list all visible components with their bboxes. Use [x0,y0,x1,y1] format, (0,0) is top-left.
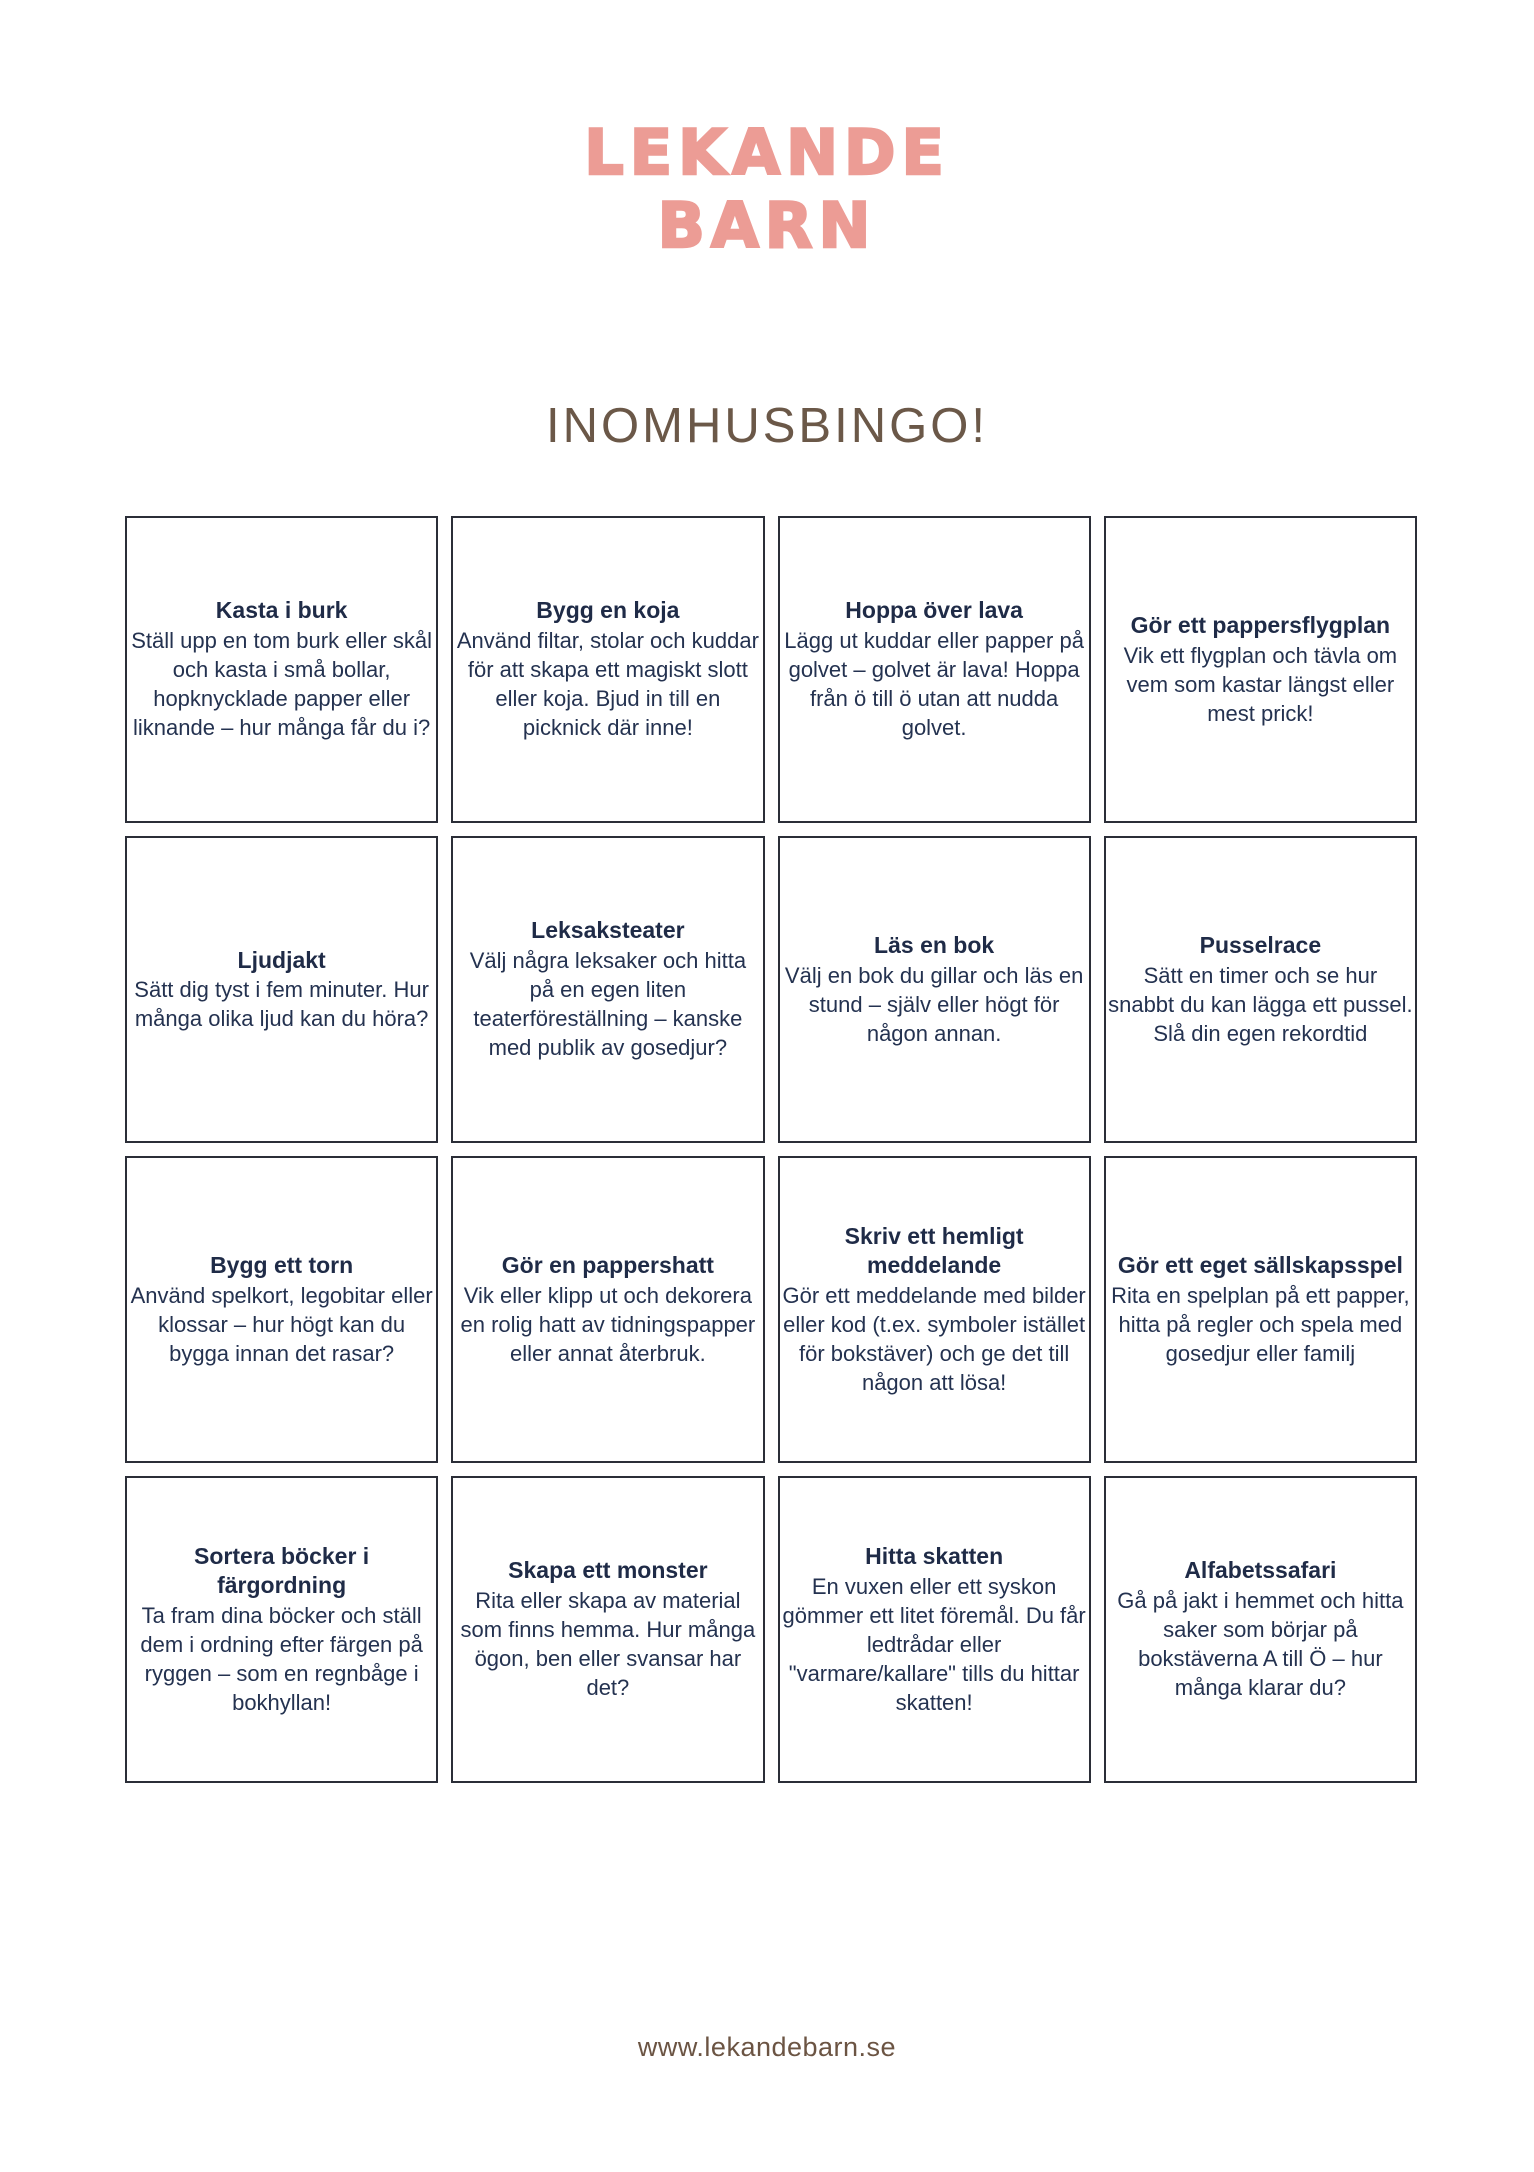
cell-title: Gör en pappershatt [501,1252,714,1278]
cell-title: Gör ett eget sällskapsspel [1117,1252,1403,1278]
cell-title: Leksaksteater [531,917,685,944]
cell-title: Bygg ett torn [210,1252,354,1278]
cell-body: Sätt en timer och se hur snabbt du kan lägga ett pussel. Slå din egen rekordtid [1108,962,1413,1046]
bingo-cell [1104,1476,1417,1783]
footer-url: www.lekandebarn.se [637,2032,897,2062]
bingo-cell [1104,1156,1417,1463]
logo-line-2: BARN [657,189,877,263]
bingo-cell [451,1156,764,1463]
logo-line-1: LEKANDE [584,116,950,189]
bingo-cell [125,1156,438,1463]
bingo-cell [778,1156,1091,1463]
bingo-cell [125,1476,438,1783]
cell-body: Använd filtar, stolar och kuddar för att skapa ett magiskt slott eller koja. Bjud in till en picknick där inne! [456,628,759,741]
cell-body: Ställ upp en tom burk eller skål och kasta i små bollar, hopknycklade papper eller liknande – hur många får du i? [131,628,433,741]
cell-body: Rita eller skapa av material som finns hemma. Hur många ögon, ben eller svansar har det? [460,1588,756,1701]
cell-title: Gör ett pappersflygplan [1130,612,1391,638]
cell-body: Välj några leksaker och hitta på en egen liten teaterföreställning – kanske med publik av gosedjur? [469,948,747,1061]
cell-body: Ta fram dina böcker och ställ dem i ordning efter färgen på ryggen – som en regnbåge i bokhyllan! [140,1603,423,1716]
cell-title: Sortera böcker i färgordning [194,1542,370,1599]
cell-title: Kasta i burk [215,597,348,624]
cell-title: Hoppa över lava [845,597,1023,624]
bingo-cell [778,1476,1091,1783]
cell-title: Alfabetssafari [1184,1557,1337,1584]
cell-body: Vik ett flygplan och tävla om vem som kastar längst eller mest prick! [1123,642,1398,726]
bingo-grid [125,516,1417,1783]
cell-body: Vik eller klipp ut och dekorera en rolig hatt av tidningspapper eller annat återbruk. [460,1282,756,1366]
cell-body: Sätt dig tyst i fem minuter. Hur många olika ljud kan du höra? [134,977,429,1032]
bingo-cell [1104,836,1417,1143]
bingo-cell [451,516,764,823]
cell-body: Välj en bok du gillar och läs en stund – själv eller högt för någon annan. [784,962,1084,1046]
bingo-cell [1104,516,1417,823]
cell-body: Lägg ut kuddar eller papper på golvet – golvet är lava! Hoppa från ö till ö utan att nudda golvet. [784,628,1084,741]
cell-title: Bygg en koja [536,597,680,624]
bingo-cell [778,516,1091,823]
cell-title: Skapa ett monster [508,1557,708,1584]
bingo-cell [451,1476,764,1783]
cell-title: Hitta skatten [865,1542,1004,1569]
cell-title: Läs en bok [874,932,995,958]
bingo-cell [125,516,438,823]
cell-body: En vuxen eller ett syskon gömmer ett litet föremål. Du får ledtrådar eller "varmare/kallare" tills du hittar skatten! [782,1573,1086,1715]
page-title: INOMHUSBINGO! [546,399,988,453]
lekande-barn-logo [0,116,1534,262]
cell-body: Rita en spelplan på ett papper, hitta på regler och spela med gosedjur eller familj [1111,1282,1410,1366]
bingo-cell [125,836,438,1143]
bingo-cell [451,836,764,1143]
cell-body: Gör ett meddelande med bilder eller kod (t.ex. symboler istället för bokstäver) och ge det till någon att lösa! [782,1283,1086,1396]
cell-body: Gå på jakt i hemmet och hitta saker som börjar på bokstäverna A till Ö – hur många klarar du? [1117,1588,1404,1701]
cell-title: Skriv ett hemligt meddelande [844,1222,1024,1279]
cell-body: Använd spelkort, legobitar eller klossar – hur högt kan du bygga innan det rasar? [130,1282,433,1366]
bingo-cell [778,836,1091,1143]
cell-title: Ljudjakt [237,946,326,973]
cell-title: Pusselrace [1199,932,1322,958]
